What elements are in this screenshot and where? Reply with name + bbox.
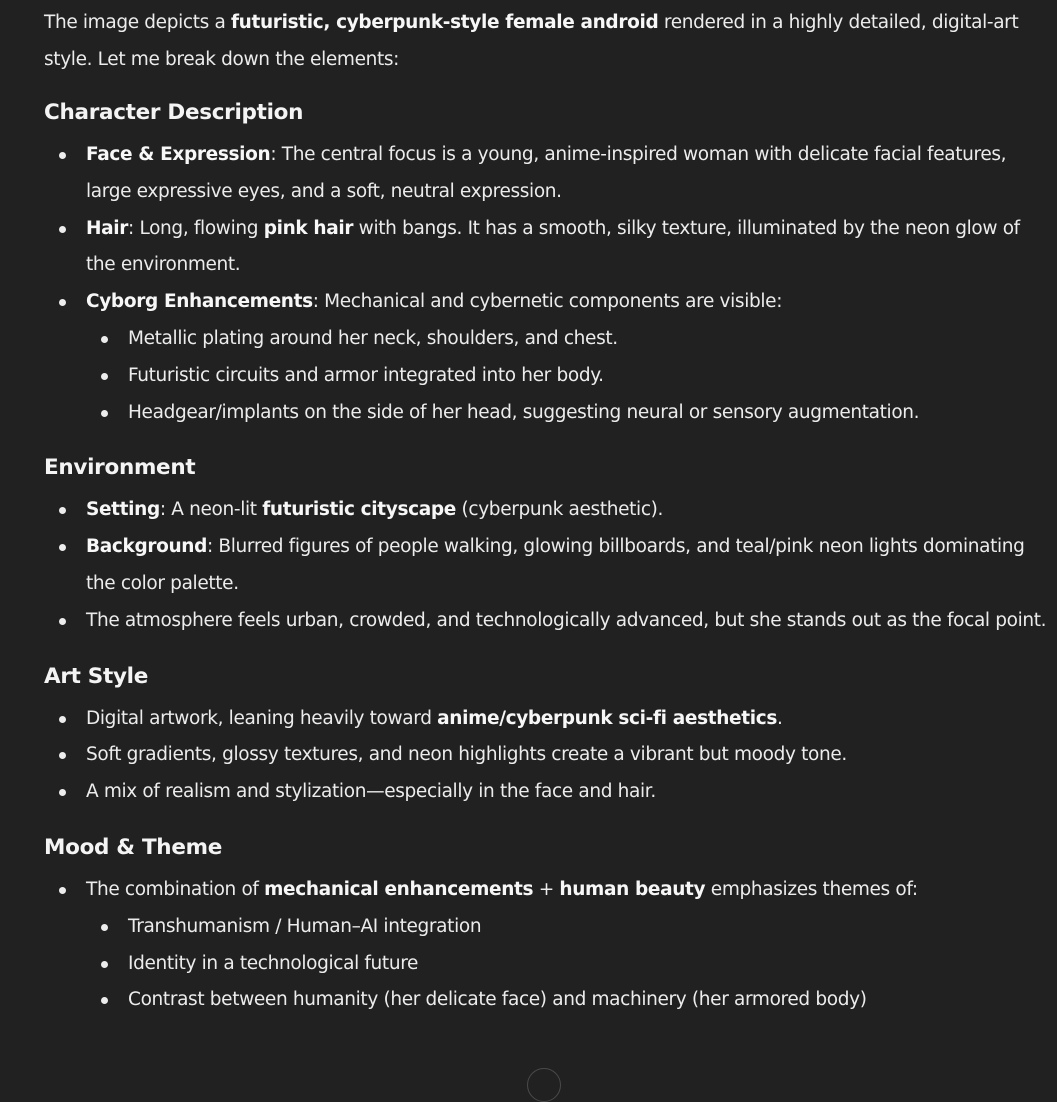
item-text: with bangs. It has a smooth, silky texture, illuminated by the neon glow of the environment. xyxy=(86,217,1020,276)
item-bold: pink hair xyxy=(263,217,354,239)
bullet-dot xyxy=(59,618,66,625)
bullet-dot xyxy=(101,997,108,1004)
item-text: : The central focus is a young, anime-inspired woman with delicate facial features, large expressive eyes, and a soft, neutral expression. xyxy=(86,144,1007,202)
bullet-dot xyxy=(59,226,66,233)
bullet-list xyxy=(44,701,1049,811)
assistant-message xyxy=(44,5,1049,1019)
section-heading: Art Style xyxy=(44,663,149,689)
intro-text: rendered in a highly detailed, digital-art style. Let me break down the elements: xyxy=(44,12,1019,70)
bullet-list xyxy=(44,137,1049,431)
bullet-list xyxy=(44,872,1049,1019)
list-item xyxy=(44,737,1049,774)
item-text: : Blurred figures of people walking, glowing billboards, and teal/pink neon lights dominating the color palette. xyxy=(86,536,1025,594)
item-text: The combination of xyxy=(86,878,265,900)
bullet-dot xyxy=(59,887,66,894)
list-item xyxy=(44,529,1049,603)
item-text: emphasizes themes of: xyxy=(705,878,918,900)
section-art-style xyxy=(44,662,1049,811)
bullet-dot xyxy=(59,152,66,159)
item-text: . xyxy=(777,707,783,729)
bullet-dot xyxy=(101,924,108,931)
item-bold: human beauty xyxy=(559,878,706,900)
item-text: Digital artwork, leaning heavily toward xyxy=(86,707,438,729)
sub-item-text: Headgear/implants on the side of her head, suggesting neural or sensory augmentation. xyxy=(128,401,920,423)
item-text: : Long, flowing xyxy=(128,217,264,239)
intro-bold: futuristic, cyberpunk-style female android xyxy=(230,12,659,33)
bullet-dot xyxy=(59,716,66,723)
section-environment xyxy=(44,453,1049,639)
sub-item-text: Metallic plating around her neck, shoulders, and chest. xyxy=(128,327,618,349)
list-item xyxy=(44,872,1049,1019)
item-bold: futuristic cityscape xyxy=(262,499,456,521)
sub-list-item xyxy=(86,946,1049,983)
section-mood-theme xyxy=(44,833,1049,1019)
sub-list-item xyxy=(86,358,1049,395)
section-heading: Mood & Theme xyxy=(44,834,222,860)
sub-list-item xyxy=(86,909,1049,946)
item-label: Face & Expression xyxy=(86,144,271,165)
sub-item-text: Identity in a technological future xyxy=(128,952,419,974)
sub-item-text: Transhumanism / Human–AI integration xyxy=(128,915,482,937)
sub-bullet-list xyxy=(86,909,1049,1019)
list-item xyxy=(44,774,1049,811)
sub-list-item xyxy=(86,321,1049,358)
item-label: Hair xyxy=(86,217,129,239)
bullet-dot xyxy=(101,336,108,343)
section-heading: Environment xyxy=(44,455,196,481)
intro-text: The image depicts a xyxy=(44,12,231,33)
bullet-dot xyxy=(59,789,66,796)
bullet-dot xyxy=(101,961,108,968)
bullet-list xyxy=(44,492,1049,639)
sub-item-text: Contrast between humanity (her delicate face) and machinery (her armored body) xyxy=(128,989,867,1011)
list-item xyxy=(44,137,1049,211)
sub-bullet-list xyxy=(86,321,1049,431)
bullet-dot xyxy=(101,373,108,380)
bullet-dot xyxy=(101,410,108,417)
bullet-dot xyxy=(59,544,66,551)
section-heading: Character Description xyxy=(44,100,304,125)
item-text: : Mechanical and cybernetic components are visible: xyxy=(312,291,783,313)
item-text: A mix of realism and stylization—especially in the face and hair. xyxy=(86,781,656,803)
list-item xyxy=(44,492,1049,529)
bullet-dot xyxy=(59,752,66,759)
sub-list-item xyxy=(86,982,1049,1019)
bullet-dot xyxy=(59,507,66,514)
list-item xyxy=(44,284,1049,431)
list-item xyxy=(44,211,1049,285)
item-text: : A neon-lit xyxy=(159,499,263,521)
item-bold: mechanical enhancements xyxy=(264,878,534,900)
bullet-dot xyxy=(59,299,66,306)
list-item xyxy=(44,701,1049,738)
item-text: Soft gradients, glossy textures, and neon highlights create a vibrant but moody tone. xyxy=(86,744,847,766)
sub-item-text: Futuristic circuits and armor integrated into her body. xyxy=(128,364,604,386)
list-item xyxy=(44,603,1049,640)
item-label: Background xyxy=(86,536,208,558)
item-text: + xyxy=(533,878,560,900)
item-text: The atmosphere feels urban, crowded, and technologically advanced, but she stands out as the focal point. xyxy=(86,609,1047,631)
item-bold: anime/cyberpunk sci-fi aesthetics xyxy=(437,707,778,729)
intro-paragraph xyxy=(44,5,1049,78)
item-label: Cyborg Enhancements xyxy=(86,291,313,313)
item-text: (cyberpunk aesthetic). xyxy=(455,499,664,521)
section-character-description xyxy=(44,98,1049,431)
sub-list-item xyxy=(86,395,1049,432)
scroll-to-bottom-button[interactable] xyxy=(527,1068,561,1102)
item-label: Setting xyxy=(86,499,160,521)
